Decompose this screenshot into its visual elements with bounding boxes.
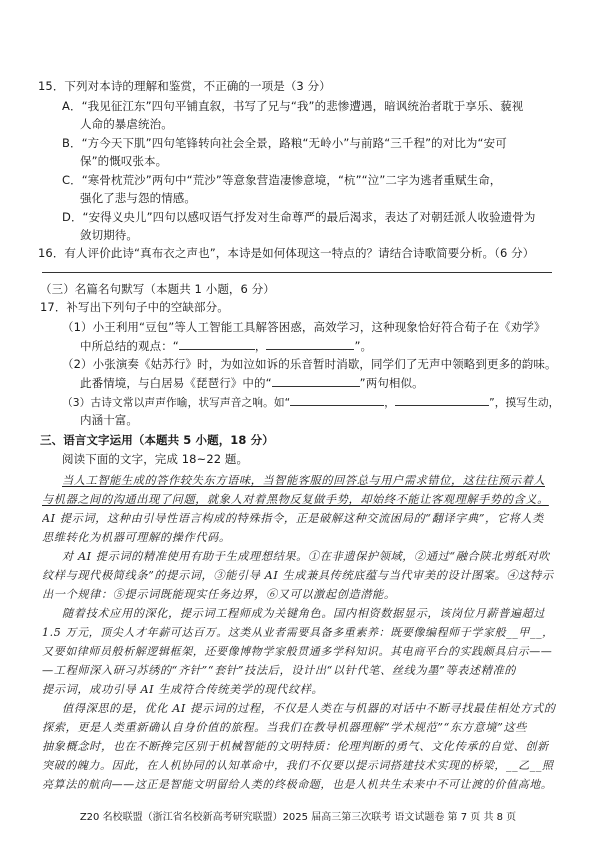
passage-line-5: 对 AI 提示词的精准使用有助于生成理想结果。①在非遗保护领域，②通过“融合陕北剪纸对吹 [62, 550, 551, 563]
q15-option-a-cont: 人命的暴虐统治。 [80, 117, 173, 131]
passage-line-1: 当人工智能生成的答作较失东方语味，当智能客服的回答总与用户需求错位，这往往预示着人 [62, 474, 546, 487]
passage-line-3: AI 提示词，这种由引导性语言构成的特殊指令，正是破解这种交流困局的“翻译字典”，它将人类 [42, 512, 544, 525]
q17-item-2-suffix: ”两句相似。 [359, 376, 424, 390]
part-3-title: 三、语言文字运用（本题共 5 小题，18 分） [40, 433, 274, 447]
q17-item-1-prefix: 中所总结的观点：“ [80, 339, 179, 353]
q17-item-2: （2）小张演奏《姑苏行》时，为如泣如诉的乐音暂时消歇，同学们了无声中领略到更多的韵味。 [62, 357, 557, 371]
q17-stem: 17．补写出下列句子中的空缺部分。 [40, 300, 229, 314]
q17-item-1-cont [80, 339, 372, 353]
passage-line-14: 探索，更是人类重新确认自身价值的旅程。当我们在教导机器理解“学术规范”“东方意境”这些 [42, 721, 527, 734]
q17-item-3 [62, 395, 559, 410]
q17-item-2-cont [80, 376, 424, 390]
passage-line-13: 值得深思的是，优化 AI 提示词的过程，不仅是人类在与机器的对话中不断寻找最佳相处方式的 [62, 702, 556, 715]
page-footer: Z20 名校联盟（浙江省名校新高考研究联盟）2025 届高三第三次联考 语文试题卷 第 7 页 共 8 页 [79, 812, 517, 823]
q17-item-1-suffix: ”。 [354, 339, 373, 353]
passage-line-12: 提示词，成功引导 AI 生成符合传统美学的现代纹样。 [42, 683, 324, 696]
fill-blank[interactable] [266, 339, 354, 350]
q16-text: 16．有人评价此诗“真布衣之声也”，本诗是如何体现这一特点的？请结合诗歌简要分析。（6 分） [38, 246, 535, 260]
reading-instruction: 阅读下面的文字，完成 18~22 题。 [62, 452, 249, 466]
fill-blank[interactable] [290, 395, 384, 406]
q15-option-c: C．“寒骨枕荒沙”两句中“荒沙”等意象营造凄惨意境，“杭”“泣”二字为逃者重赋生命， [62, 173, 502, 187]
q17-item-1: （1）小王利用“豆包”等人工智能工具解答困惑，高效学习，这种现象恰好符合荀子在《劝学》 [62, 320, 546, 334]
fill-blank[interactable] [272, 376, 360, 387]
q17-item-2-prefix: 此番情境，与白居易《琵琶行》中的“ [80, 376, 272, 390]
q17-item-3-cont: 内涵十富。 [80, 413, 138, 427]
q15-option-d: D．“安得义央儿”四句以感叹语气抒发对生命尊严的最后渴求，表达了对朝廷派人收验遗骨为 [62, 210, 536, 224]
passage-line-2: 与机器之间的沟通出现了问题，就象人对着黑物反复做手势，却始终不能让客观理解手势的含义。 [42, 493, 549, 506]
passage-line-16: 突破的魄力。因此，在人机协同的认知革命中，我们不仅要以提示词搭建技术实现的桥梁，__乙__照 [42, 759, 554, 772]
passage-line-4: 思维转化为机器可理解的操作代码。 [42, 531, 231, 544]
passage-line-17: 亮算法的航向——这正是智能文明留给人类的终极命题，也是人机共生未来中不可让渡的价值高地。 [42, 778, 553, 791]
q15-option-b-cont: 保”的慨叹张本。 [80, 154, 168, 168]
fill-blank[interactable] [179, 339, 255, 350]
q15-stem: 15．下列对本诗的理解和鉴赏，不正确的一项是（3 分） [38, 79, 331, 93]
q15-option-b: B．“方今天下肌”四句笔锋转向社会全景，路粮“无岭小”与前路“三千程”的对比为“安可 [62, 136, 507, 150]
q17-item-3-comma: ， [384, 396, 396, 409]
q17-item-1-comma: ， [254, 339, 267, 353]
answer-line [42, 272, 552, 273]
q17-item-3-suffix: ”，摸写生动， [489, 396, 560, 409]
passage-line-6: 纹样与现代极简线条”的提示词，③能引导 AI 生成兼具传统底蕴与当代审美的设计图案。④这特示 [42, 569, 554, 582]
q15-option-c-cont: 强化了悲与怨的情感。 [80, 191, 196, 205]
section-3-title: （三）名篇名句默写（本题共 1 小题，6 分） [40, 282, 275, 296]
q15-option-d-cont: 敛切期待。 [80, 228, 138, 242]
passage-line-9: 1.5 万元，顶尖人才年薪可达百万。这类从业者需要具备多重素养：既要像编程师于学家般__甲__， [42, 626, 554, 639]
q17-item-3-prefix: （3）古诗文常以声声作喻，状写声音之响。如“ [62, 396, 291, 409]
passage-line-15: 抽象概念时，也在不断搀完区别于机械智能的文明特质：伦理判断的勇气、文化传承的自觉、创新 [42, 740, 549, 753]
passage-line-7: 出一个规律：⑤提示词既能现实任务边界，⑥又可以激起创造潜能。 [42, 588, 396, 601]
passage-line-11: —工程师深入研习苏绣的“齐针”“套针”技法后，设计出“以针代笔、丝线为墨”等表述精准的 [42, 664, 517, 677]
passage-line-10: 又要如律师员般析解逻辑框架，还要像博物学家般贯通多学科知识。其电商平台的实践颇具启示—— [42, 645, 553, 658]
passage-line-8: 随着技术应用的深化，提示词工程师成为关键角色。国内相资数据显示，该岗位月薪普遍超过 [62, 607, 546, 620]
fill-blank[interactable] [395, 395, 489, 406]
q15-option-a: A．“我见征江东”四句平铺直叙，书写了兄与“我”的悲惨遭遇，暗讽统治者耽于享乐、藐视 [62, 99, 524, 113]
